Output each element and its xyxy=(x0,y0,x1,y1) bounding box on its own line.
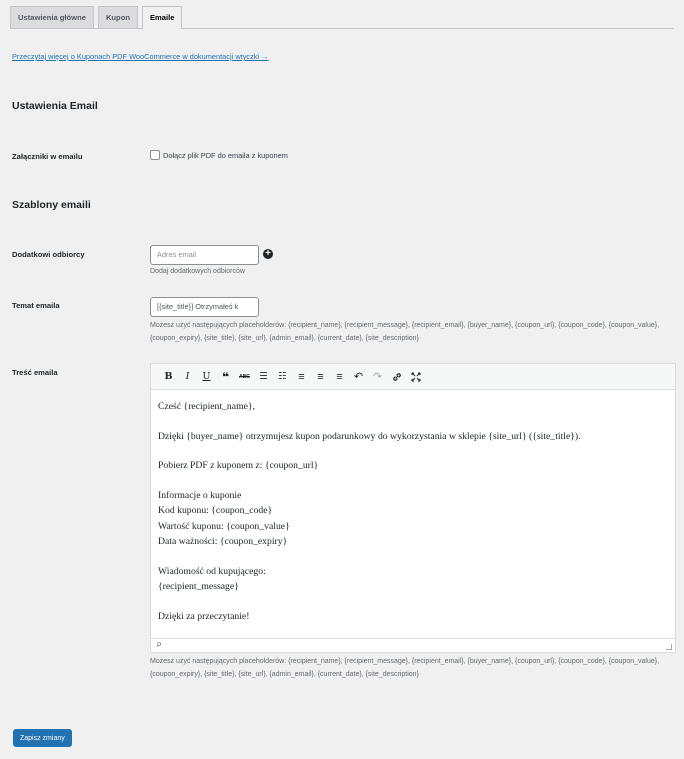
body-coupon-value: Wartość kuponu: {coupon_value} xyxy=(158,520,290,532)
body-coupon-expiry: Data ważności: {coupon_expiry} xyxy=(158,536,288,547)
recipients-description: Dodaj dodatkowych odbiorców xyxy=(150,268,245,275)
link-icon[interactable] xyxy=(387,367,406,387)
tab-coupon[interactable]: Kupon xyxy=(98,6,138,28)
recipient-email-input[interactable]: Adres email xyxy=(150,245,259,265)
align-right-icon[interactable]: ≡ xyxy=(336,370,343,383)
tab-general-settings[interactable]: Ustawienia główne xyxy=(10,6,94,28)
settings-tabs xyxy=(10,6,182,29)
body-placeholders-help: Możesz użyć następujących placeholderów: {recipient_name}, {recipient_message}, {recipient_email}, {buyer_name}, {coupon_url}, {coupon_code}, {coupon_value}, {coupon_expiry}, {site_title}, {site_url}, {admin_email}, {current_date}, {site_description} xyxy=(150,658,660,678)
fullscreen-icon[interactable] xyxy=(406,367,425,387)
email-subject-input[interactable]: [{site_title}] Otrzymałeś k xyxy=(150,297,259,317)
redo-icon[interactable]: ↷ xyxy=(372,371,383,383)
body-coupon-code: Kod kuponu: {coupon_code} xyxy=(158,505,273,516)
resize-handle-icon[interactable] xyxy=(666,644,672,650)
email-body-editor xyxy=(150,363,676,653)
numbered-list-icon[interactable]: ☷ xyxy=(278,371,287,382)
attach-pdf-option[interactable] xyxy=(150,150,288,160)
body-download: Pobierz PDF z kuponem z: {coupon_url} xyxy=(158,460,319,471)
attach-pdf-checkbox[interactable] xyxy=(150,150,160,160)
body-label: Treść emaila xyxy=(12,368,58,377)
body-info-title: Informacje o kuponie xyxy=(158,489,242,501)
plus-circle-icon[interactable]: + xyxy=(263,249,273,259)
attachments-label: Załączniki w emailu xyxy=(12,152,83,161)
email-settings-heading: Ustawienia Email xyxy=(12,100,98,112)
align-left-icon[interactable]: ≡ xyxy=(298,370,305,383)
documentation-link[interactable]: Przeczytaj więcej o Kuponach PDF WooCommerce w dokumentacji wtyczki → xyxy=(12,52,269,61)
attach-pdf-label[interactable]: Dołącz plik PDF do emaila z kuponem xyxy=(163,150,288,160)
email-templates-heading: Szablony emaili xyxy=(12,199,91,211)
subject-placeholders-help: Możesz użyć następujących placeholderów: {recipient_name}, {recipient_message}, {recipient_email}, {buyer_name}, {coupon_url}, {coupon_code}, {coupon_value}, {coupon_expiry}, {site_title}, {site_url}, {admin_email}, {current_date}, {site_description} xyxy=(150,322,660,342)
body-thanks: Dzięki {buyer_name} otrzymujesz kupon podarunkowy do wykorzystania w sklepie {site_url} ({site_title}). xyxy=(158,430,581,442)
italic-icon[interactable]: I xyxy=(185,371,190,382)
strikethrough-icon[interactable]: ABC xyxy=(239,373,250,380)
bullet-list-icon[interactable]: ☰ xyxy=(259,371,268,382)
blockquote-icon[interactable]: ❝ xyxy=(221,369,230,384)
subject-label: Temat emaila xyxy=(12,301,60,310)
body-greeting: Cześć {recipient_name}, xyxy=(158,401,255,412)
email-body-content[interactable] xyxy=(151,390,675,638)
body-message-title: Wiadomość od kupującego: xyxy=(158,565,266,577)
undo-icon[interactable]: ↶ xyxy=(353,371,364,383)
element-path[interactable]: P xyxy=(157,642,162,649)
bold-icon[interactable]: B xyxy=(164,371,173,382)
tab-emails[interactable]: Emaile xyxy=(142,6,182,29)
editor-toolbar xyxy=(151,364,675,390)
align-center-icon[interactable]: ≡ xyxy=(317,370,324,383)
save-changes-button[interactable]: Zapisz zmiany xyxy=(13,729,72,747)
tabs-divider xyxy=(10,28,674,29)
recipients-label: Dodatkowi odbiorcy xyxy=(12,250,85,259)
body-closing: Dzięki za przeczytanie! xyxy=(158,610,250,622)
underline-icon[interactable]: U xyxy=(202,371,211,382)
body-message: {recipient_message} xyxy=(158,581,239,592)
editor-status-bar xyxy=(151,638,675,652)
